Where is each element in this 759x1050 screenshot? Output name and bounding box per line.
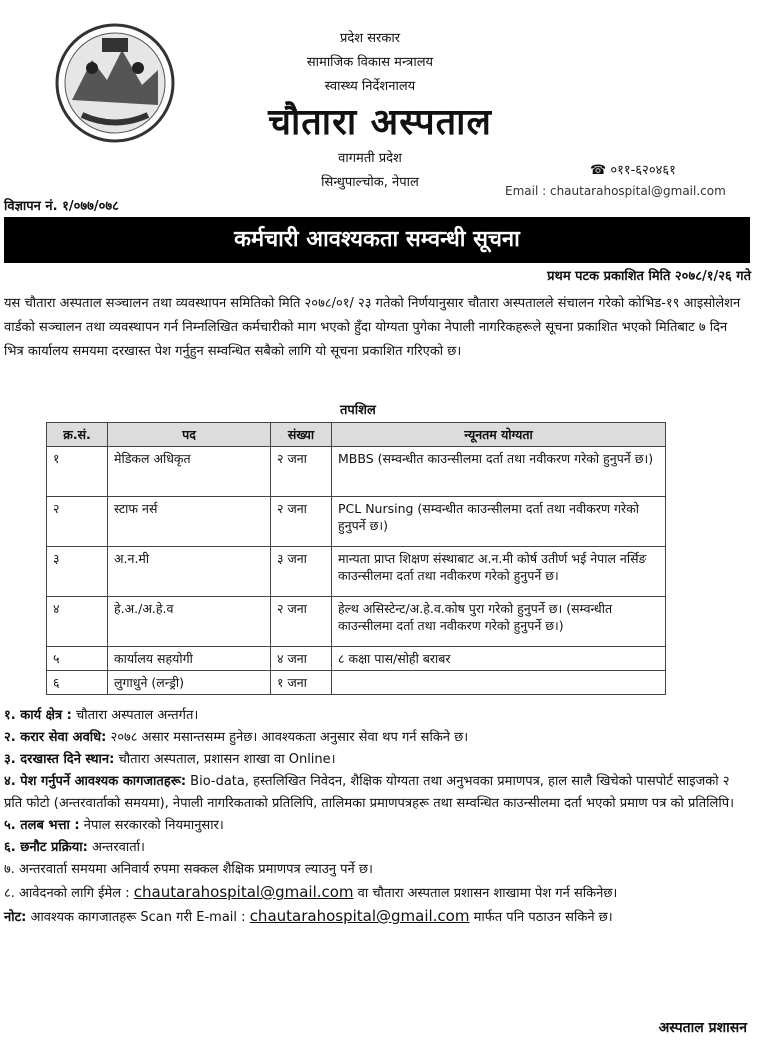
- row-post: कार्यालय सहयोगी: [108, 647, 271, 671]
- note-selection-process: [4, 837, 750, 859]
- table-row: [47, 597, 666, 647]
- header-count: संख्या: [271, 423, 332, 447]
- table-row: [47, 547, 666, 597]
- note-text: चौतारा अस्पताल, प्रशासन शाखा वा Online।: [114, 752, 336, 767]
- email-link[interactable]: chautarahospital@gmail.com: [249, 907, 470, 925]
- notice-title: कर्मचारी आवश्यकता सम्वन्धी सूचना: [4, 217, 750, 263]
- header-district: सिन्धुपाल्चोक, नेपाल: [321, 175, 419, 190]
- note-text: २०७८ असार मसान्तसम्म हुनेछ। आवश्यकता अनुसार सेवा थप गर्न सकिने छ।: [106, 730, 469, 745]
- row-count: २ जना: [271, 497, 332, 547]
- row-sn: ३: [47, 547, 108, 597]
- vacancy-table: [46, 422, 666, 695]
- header-sn: क्र.सं.: [47, 423, 108, 447]
- row-sn: ४: [47, 597, 108, 647]
- row-sn: १: [47, 447, 108, 497]
- email-link[interactable]: chautarahospital@gmail.com: [133, 883, 354, 901]
- row-post: लुगाधुने (लन्ड्री): [108, 671, 271, 695]
- note-text: मार्फत पनि पठाउन सकिने छ।: [469, 910, 613, 925]
- note-application-place: [4, 749, 750, 771]
- note-text: वा चौतारा अस्पताल प्रशासन शाखामा पेश गर्न सकिनेछ।: [353, 886, 618, 901]
- note-scan-email: [4, 905, 750, 929]
- row-qualification: ८ कक्षा पास/सोही बराबर: [332, 647, 666, 671]
- row-sn: २: [47, 497, 108, 547]
- row-count: २ जना: [271, 597, 332, 647]
- note-text: ७. अन्तरवार्ता समयमा अनिवार्य रुपमा सक्कल शैक्षिक प्रमाणपत्र ल्याउनु पर्ने छ।: [4, 862, 373, 877]
- table-row: [47, 647, 666, 671]
- row-sn: ५: [47, 647, 108, 671]
- row-qualification: [332, 671, 666, 695]
- note-text: Bio-data, हस्तलिखित निवेदन, शैक्षिक योग्यता तथा अनुभवका प्रमाणपत्र, हाल सालै खिचेको पासपोर्ट साइजको २ प्रति फोटो (अन्तरवार्ताको समयमा), नेपाली नागरिकताको प्रतिलिपि, तालिमका प्रमाणपत्रहरू तथा सम्वन्धित काउन्सीलमा दर्ता भएको प्रमाण पत्र को प्रतिलिपि।: [4, 774, 735, 811]
- note-work-area: [4, 705, 750, 727]
- header-province: वागमती प्रदेश: [338, 151, 402, 166]
- row-count: १ जना: [271, 671, 332, 695]
- row-qualification: MBBS (सम्वन्धीत काउन्सीलमा दर्ता तथा नवीकरण गरेको हुनुपर्ने छ।): [332, 447, 666, 497]
- note-label: ४. पेश गर्नुपर्ने आवश्यक कागजातहरू:: [4, 774, 187, 789]
- row-qualification: हेल्थ असिस्टेन्ट/अ.हे.व.कोष पुरा गरेको हुनुपर्ने छ। (सम्वन्धीत काउन्सीलमा दर्ता तथा नवीकरण गरेको हुनुपर्ने छ।): [332, 597, 666, 647]
- header-ministry: सामाजिक विकास मन्त्रालय: [306, 55, 434, 70]
- row-post: मेडिकल अधिकृत: [108, 447, 271, 497]
- row-count: ४ जना: [271, 647, 332, 671]
- note-text: आवश्यक कागजातहरू Scan गरी E-mail :: [26, 910, 246, 925]
- row-count: ३ जना: [271, 547, 332, 597]
- note-text: अन्तरवार्ता।: [87, 840, 145, 855]
- intro-paragraph: यस चौतारा अस्पताल सञ्चालन तथा व्यवस्थापन समितिको मिति २०७८/०१/ २३ गतेको निर्णयानुसार चौतारा अस्पतालले संचालन गरेको कोभिड-१९ आइसोलेशन वार्डको सञ्चालन तथा व्यवस्थापन गर्न निम्नलिखित कर्मचारीको माग भएको हुँदा योग्यता पुगेका नेपाली नागरिकहरूले सूचना प्रकाशित भएको मितिबाट ७ दिन भित्र कार्यालय समयमा दरखास्त पेश गर्नुहुन सम्वन्धित सबैको लागि यो सूचना प्रकाशित गरिएको छ।: [4, 296, 741, 359]
- note-label: ५. तलब भत्ता :: [4, 818, 80, 833]
- phone-number: ☎ ०११-६२०४६१: [590, 163, 676, 178]
- row-count: २ जना: [271, 447, 332, 497]
- note-label: ६. छनौट प्रक्रिया:: [4, 840, 88, 855]
- note-label: १. कार्य क्षेत्र :: [4, 708, 72, 723]
- row-post: हे.अ./अ.हे.व: [108, 597, 271, 647]
- header-email: Email : chautarahospital@gmail.com: [505, 184, 726, 198]
- header-qualification: न्यूनतम योग्यता: [332, 423, 666, 447]
- header-gov: प्रदेश सरकार: [339, 31, 401, 46]
- note-label: २. करार सेवा अवधि:: [4, 730, 107, 745]
- row-post: अ.न.मी: [108, 547, 271, 597]
- note-contract-period: [4, 727, 750, 749]
- row-qualification: मान्यता प्राप्त शिक्षण संस्थाबाट अ.न.मी कोर्ष उतीर्ण भई नेपाल नर्सिङ काउन्सीलमा दर्ता तथा नवीकरण गरेको हुनुपर्ने छ।: [332, 547, 666, 597]
- note-label: ३. दरखास्त दिने स्थान:: [4, 752, 115, 767]
- header-post: पद: [108, 423, 271, 447]
- table-row: [47, 497, 666, 547]
- note-original-certificates: [4, 859, 750, 881]
- note-label: नोट:: [4, 910, 27, 925]
- table-caption: तपशिल: [340, 403, 376, 418]
- signature-hospital-administration: अस्पताल प्रशासन: [658, 1020, 747, 1036]
- row-post: स्टाफ नर्स: [108, 497, 271, 547]
- note-text: चौतारा अस्पताल अन्तर्गत।: [71, 708, 199, 723]
- row-qualification: PCL Nursing (सम्वन्धीत काउन्सीलमा दर्ता तथा नवीकरण गरेको हुनुपर्ने छ।): [332, 497, 666, 547]
- note-application-email: [4, 881, 750, 905]
- hospital-name: चौतारा अस्पताल: [268, 102, 492, 143]
- row-sn: ६: [47, 671, 108, 695]
- note-required-documents: [4, 771, 750, 815]
- notes-section: [4, 705, 750, 929]
- ad-number: विज्ञापन नं. १/०७७/०७८: [4, 199, 119, 214]
- note-salary: [4, 815, 750, 837]
- table-row: [47, 671, 666, 695]
- header-directorate: स्वास्थ्य निर्देशनालय: [324, 79, 416, 94]
- table-header-row: [47, 423, 666, 447]
- table-row: [47, 447, 666, 497]
- published-date: प्रथम पटक प्रकाशित मिति २०७८/१/२६ गते: [547, 269, 751, 284]
- note-text: नेपाल सरकारको नियमानुसार।: [79, 818, 224, 833]
- note-text: ८. आवेदनको लागि ईमेल :: [4, 886, 130, 901]
- nepal-emblem-logo: [52, 20, 178, 146]
